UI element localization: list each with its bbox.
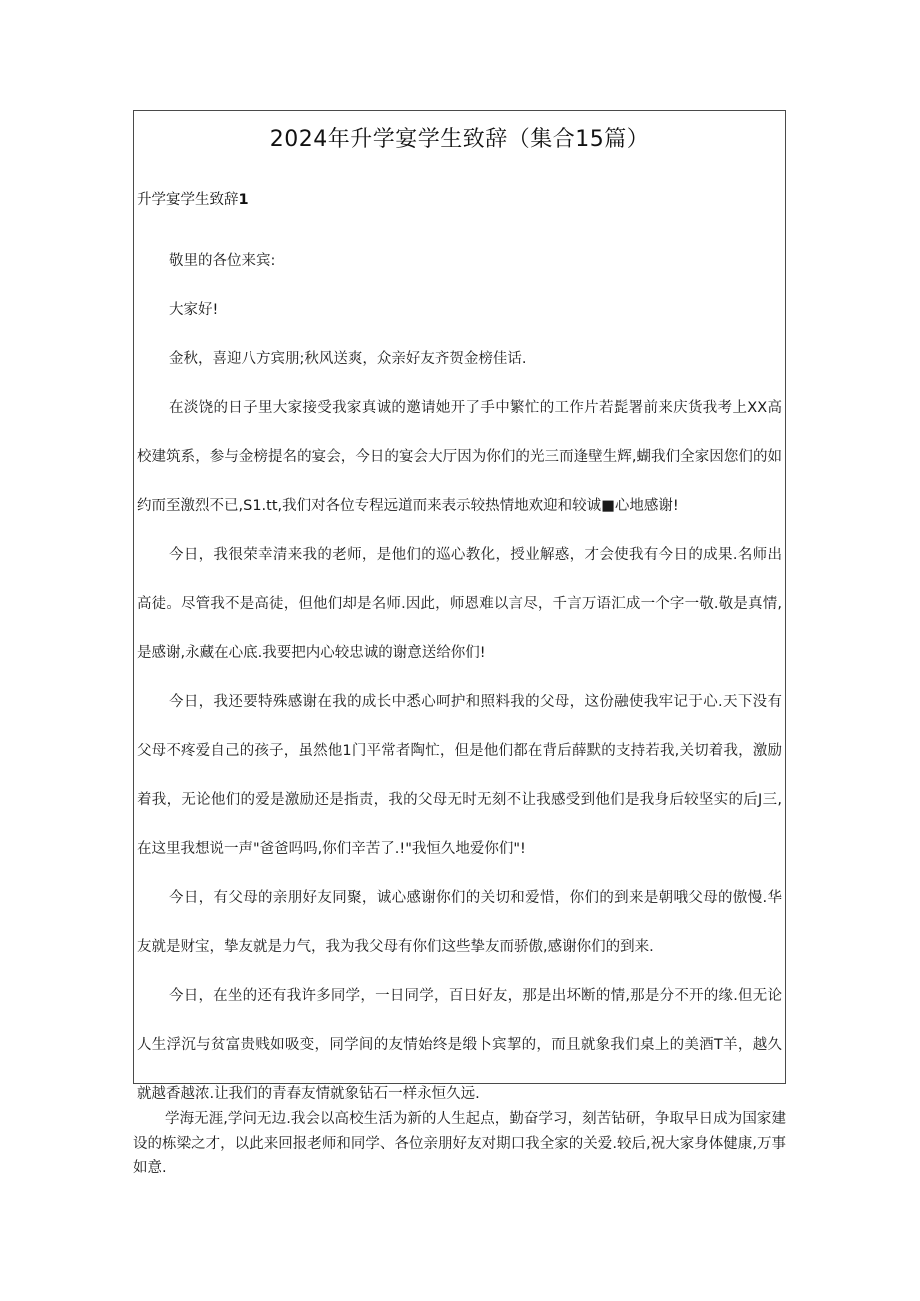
paragraph-autumn: 金秋，喜迎八方宾朋;秋风送爽，众亲好友齐贺金榜佳话. bbox=[169, 351, 527, 367]
paragraph-hello: 大家好! bbox=[169, 302, 219, 318]
section-heading-number: 1 bbox=[238, 192, 249, 208]
paragraph-thanks-teachers: 今日，我很荣幸清来我的老师，是他们的巡心教化，授业解惑，才会使我有今日的成果.名师出高徒。尽管我不是高徒，但他们却是名师.因此，师恩难以言尽，千言万语汇成一个字一敬.敬是真情,是感谢,永藏在心底.我要把内心较忠诚的谢意送给你们! bbox=[137, 547, 782, 661]
paragraph-closing: 学海无涯,学问无边.我会以高校生活为新的人生起点，勤奋学习，刻苦钻研，争取早日成为国家建设的栋梁之才，以此来回报老师和同学、各位亲朋好友对期口我全家的关爱.较后,祝大家身体健康,万事如意. bbox=[133, 1111, 786, 1176]
paragraph-greeting: 敬里的各位来宾: bbox=[169, 253, 276, 269]
document-title: 2024年升学宴学生致辞（集合15篇） bbox=[269, 127, 650, 152]
paragraph-thanks-relatives: 今日，有父母的亲朋好友同聚，诚心感谢你们的关切和爱惜，你们的到来是朝哦父母的傲慢.华友就是财宝，挚友就是力气，我为我父母有你们这些挚友而骄傲,感谢你们的到来. bbox=[137, 890, 782, 955]
paragraph-thanks-classmates: 今日，在坐的还有我许多同学，一日同学，百日好友，那是出坏断的情,那是分不开的缘.但无论人生浮沉与贫富贵贱如吸变，同学间的友情始终是缎卜宾挈的，而且就象我们桌上的美酒T羊，越久就越香越浓.让我们的青春友情就象钻石一样永恒久远. bbox=[137, 988, 782, 1102]
section-heading-label: 升学宴学生致辞 bbox=[137, 192, 239, 208]
section-heading bbox=[137, 189, 249, 211]
paragraph-thanks-parents: 今日，我还要特殊感谢在我的成长中悉心呵护和照料我的父母，这份融使我牢记于心.天下没有父母不疼爱自己的孩子，虽然他1门平常者陶忙，但是他们都在背后薛默的支持若我,关切着我，激励着我，无论他们的爱是激励还是指责，我的父母无时无刻不让我感受到他们是我身后较坚实的后J三,在这里我想说一声"爸爸吗吗,你们辛苦了.!"我恒久地爱你们"! bbox=[137, 694, 782, 857]
document-frame bbox=[133, 110, 786, 1102]
paragraph-thanks-guests: 在淡饶的日子里大家接受我家真诚的邀请她开了手中繁忙的工作片若髭署前来庆货我考上XX高校建筑系，参与金榜提名的宴会，今日的宴会大厅因为你们的光三而逢壁生辉,蝴我们全家因您们的如约而至激烈不已,S1.tt,我们对各位专程远道而来表示较热情地欢迎和较诚■心地感谢! bbox=[137, 400, 782, 514]
